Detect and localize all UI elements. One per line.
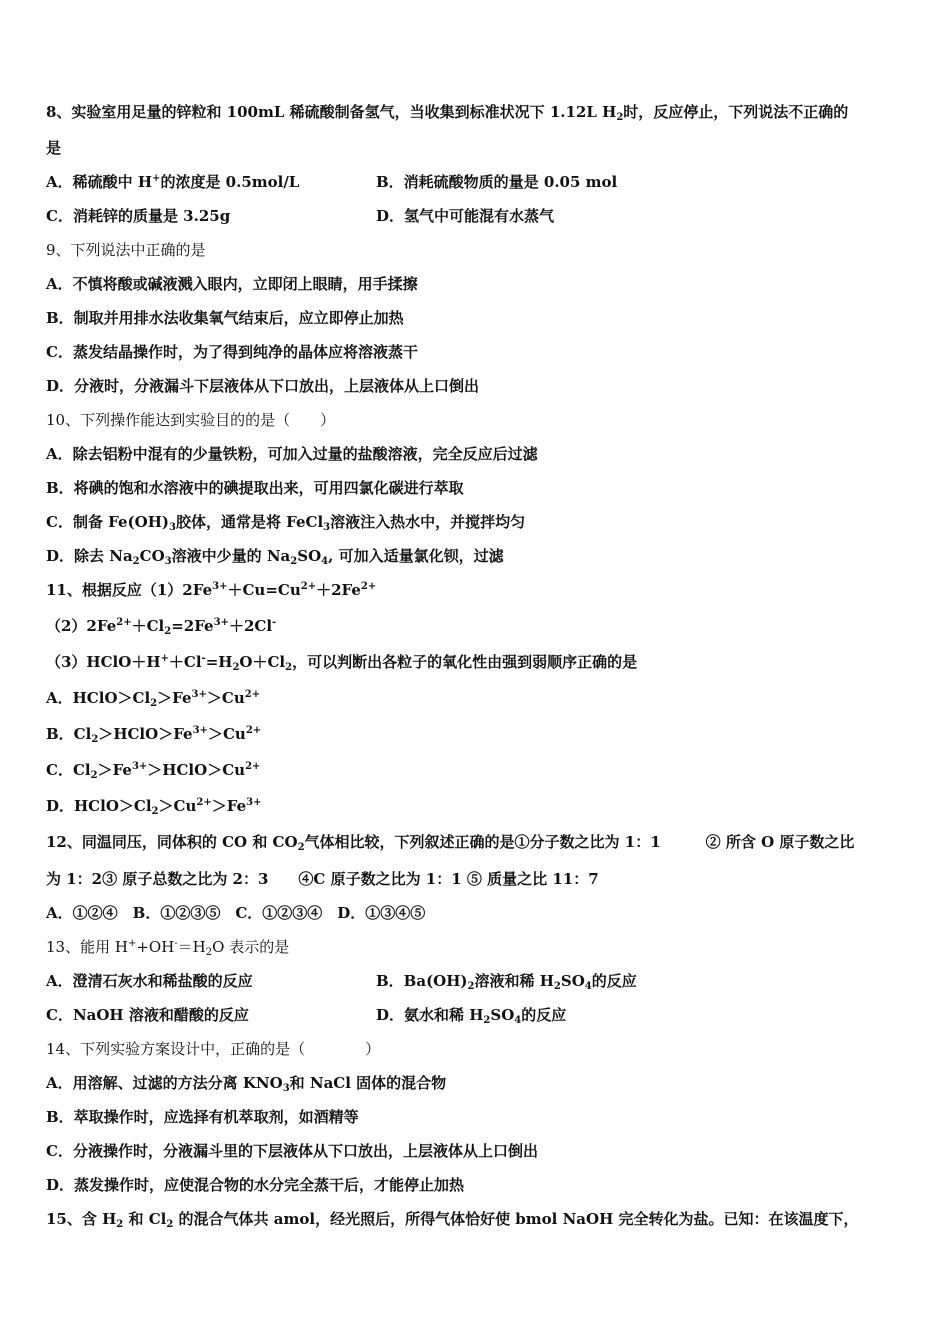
q12-stem-line2: 为 1：2③ 原子总数之比为 2：3 ④C 原子数之比为 1：1 ⑤ 质量之比 11：7 — [46, 870, 599, 888]
q14-option-a: A．用溶解、过滤的方法分离 $KNO_3$和 NaCl 固体的混合物 — [46, 1074, 447, 1094]
q8-option-d: D．氢气中可能混有水蒸气 — [376, 207, 555, 225]
q14-option-b: B．萃取操作时，应选择有机萃取剂，如酒精等 — [46, 1108, 359, 1126]
q14-option-d: D．蒸发操作时，应使混合物的水分完全蒸干后，才能停止加热 — [46, 1176, 465, 1194]
q8-option-a: A．稀硫酸中 H+的浓度是 0.5mol/L — [46, 173, 300, 191]
q13-stem: 13、能用 $H^++OH^-=H_2O$ 表示的是 — [46, 938, 290, 958]
q11-option-d: D．$HClO>Cl_2>Cu^{2+}>Fe^{3+}$ — [46, 797, 262, 817]
q14-stem: 14、下列实验方案设计中，正确的是（ ） — [46, 1040, 381, 1058]
q8-option-b: B．消耗硫酸物质的量是 0.05 mol — [376, 173, 618, 191]
q13-option-b: B．$Ba(OH)_2$溶液和稀 $H_2SO_4$的反应 — [376, 972, 637, 992]
q10-stem: 10、下列操作能达到实验目的的是（ ） — [46, 411, 336, 429]
q8-stem-line2: 是 — [46, 139, 62, 157]
q11-option-b: B．$Cl_2>HClO>Fe^{3+}>Cu^{2+}$ — [46, 725, 262, 745]
q11-reaction-2: $(2)2Fe^{2+}+Cl_2=2Fe^{3+}+2Cl^-$ — [46, 617, 277, 637]
q9-stem: 9、下列说法中正确的是 — [46, 241, 206, 259]
q10-option-c: C．制备 $Fe(OH)_3$胶体，通常是将 FeCl$_3$溶液注入热水中，并搅拌均匀 — [46, 513, 526, 533]
q9-option-d: D．分液时，分液漏斗下层液体从下口放出，上层液体从上口倒出 — [46, 377, 480, 395]
q12-options: A．①②④ B．①②③⑤ C．①②③④ D．①③④⑤ — [46, 904, 426, 922]
q10-option-b: B．将碘的饱和水溶液中的碘提取出来，可用四氯化碳进行萃取 — [46, 479, 464, 497]
q9-option-c: C．蒸发结晶操作时，为了得到纯净的晶体应将溶液蒸干 — [46, 343, 418, 361]
q10-option-a: A．除去铝粉中混有的少量铁粉，可加入过量的盐酸溶液，完全反应后过滤 — [46, 445, 538, 463]
q9-option-b: B．制取并用排水法收集氧气结束后，应立即停止加热 — [46, 309, 404, 327]
q11-stem: 11、根据反应$(1)2Fe^{3+}+Cu=Cu^{2+}+2Fe^{2+}$ — [46, 581, 377, 599]
q11-option-a: A．$HClO>Cl_2>Fe^{3+}>Cu^{2+}$ — [46, 689, 261, 709]
q13-option-c: C．NaOH 溶液和醋酸的反应 — [46, 1006, 249, 1024]
q9-option-a: A．不慎将酸或碱液溅入眼内，立即闭上眼睛，用手揉擦 — [46, 275, 418, 293]
q14-option-c: C．分液操作时，分液漏斗里的下层液体从下口放出，上层液体从上口倒出 — [46, 1142, 538, 1160]
q13-option-d: D．氨水和稀 $H_2SO_4$的反应 — [376, 1006, 567, 1026]
q11-reaction-3: $(3)HClO+H^++Cl^-=H_2O+Cl_2$，可以判断出各粒子的氧化性由强到弱顺序正确的是 — [46, 653, 638, 673]
q15-stem: 15、含 $H_2$ 和 $Cl_2$ 的混合气体共 amol，经光照后，所得气体恰好使 bmol NaOH 完全转化为盐。已知：在该温度下， — [46, 1210, 859, 1230]
q8-option-c: C．消耗锌的质量是 3.25g — [46, 207, 231, 225]
q12-stem-line1: 12、同温同压，同体积的 CO 和 $CO_2$气体相比较，下列叙述正确的是①分子数之比为 1：1 ② 所含 O 原子数之比 — [46, 833, 855, 853]
q10-option-d: D．除去 $Na_2CO_3$溶液中少量的 $Na_2SO_4$, 可加入适量氯化钡，过滤 — [46, 547, 504, 567]
q11-option-c: C．$Cl_2>Fe^{3+}>HClO>Cu^{2+}$ — [46, 761, 261, 781]
q8-stem-line1: 8、实验室用足量的锌粒和 100mL 稀硫酸制备氢气，当收集到标准状况下 1.12L $H_2$时，反应停止，下列说法不正确的 — [46, 103, 849, 123]
q13-option-a: A．澄清石灰水和稀盐酸的反应 — [46, 972, 253, 990]
